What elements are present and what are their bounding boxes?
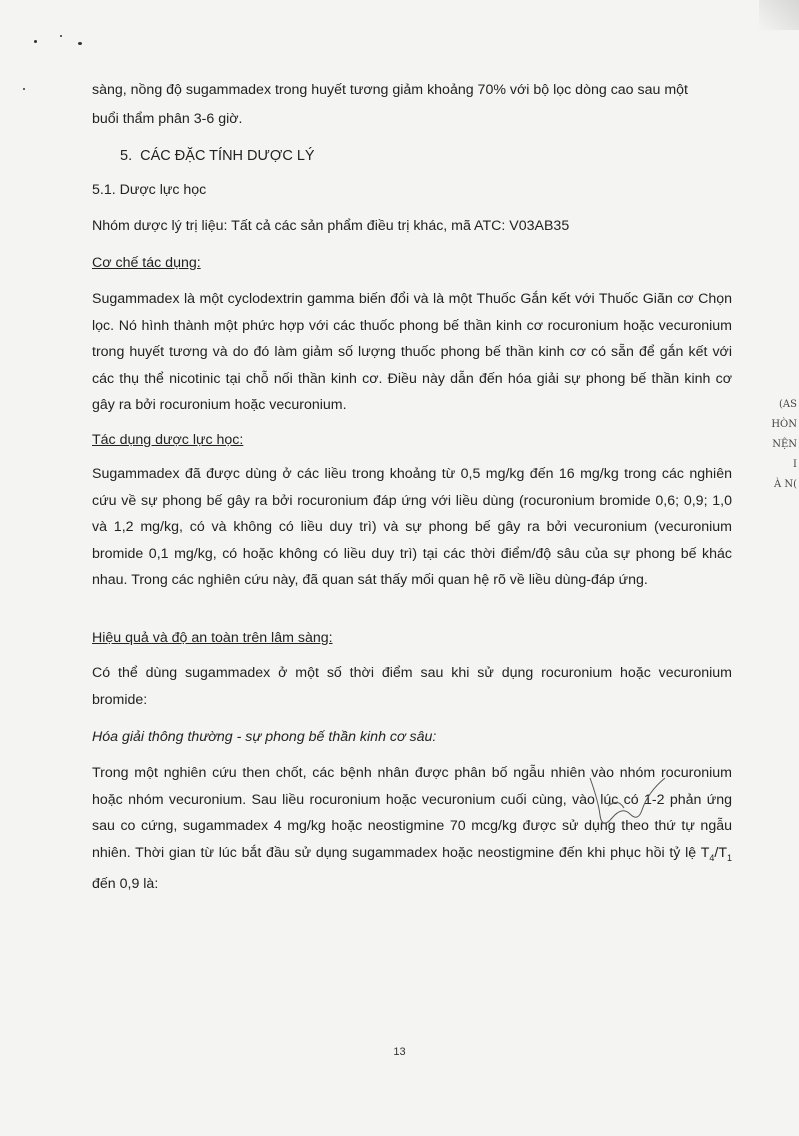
section-heading — [120, 148, 315, 164]
intro-line-2: buổi thẩm phân 3-6 giờ. — [92, 111, 243, 127]
reversal-heading: Hóa giải thông thường - sự phong bế thần kinh cơ sâu: — [92, 729, 437, 745]
pharmacodynamics-paragraph: Sugammadex đã được dùng ở các liều trong khoảng từ 0,5 mg/kg đến 16 mg/kg trong các nghiên cứu về sự phong bế gây ra bởi rocuronium đáp ứng với liều dùng (rocuronium bromide 0,6; 0,9; 1,0 và 1,2 mg/kg, có và không có liều duy trì) và sự phong bế gây ra bởi vecuronium (vecuronium bromide 0,1 mg/kg, có hoặc không có liều duy trì) tại các thời điểm/độ sâu của sự phong bế khác nhau. Trong các nghiên cứu này, đã quan sát thấy mối quan hệ rõ về liều dùng-đáp ứng. — [92, 466, 732, 588]
efficacy-heading: Hiệu quả và độ an toàn trên lâm sàng: — [92, 630, 333, 646]
efficacy-paragraph: Có thể dùng sugammadex ở một số thời điểm sau khi sử dụng rocuronium hoặc vecuronium bromide: — [92, 665, 732, 708]
scan-speck — [78, 42, 82, 45]
page-number: 13 — [393, 1046, 406, 1058]
stamp-text: HÒN — [771, 419, 797, 430]
scan-speck — [34, 40, 37, 43]
handwritten-mark — [570, 770, 670, 845]
scan-speck — [60, 35, 62, 37]
subsection-title: 5.1. Dược lực học — [92, 182, 207, 198]
pharmacotherapeutic-group: Nhóm dược lý trị liệu: Tất cả các sản phẩm điều trị khác, mã ATC: V03AB35 — [92, 218, 570, 234]
mechanism-paragraph: Sugammadex là một cyclodextrin gamma biến đổi và là một Thuốc Gắn kết với Thuốc Giãn cơ Chọn lọc. Nó hình thành một phức hợp với các thuốc phong bế thần kinh cơ rocuronium hoặc vecuronium trong huyết tương và do đó làm giảm số lượng thuốc phong bế thần kinh cơ có sẵn để gắn kết với các thụ thể nicotinic tại chỗ nối thần kinh cơ. Điều này dẫn đến hóa giải sự phong bế thần kinh cơ gây ra bởi rocuronium hoặc vecuronium. — [92, 291, 732, 413]
reversal-text-end: đến 0,9 là: — [92, 875, 159, 892]
section-title: CÁC ĐẶC TÍNH DƯỢC LÝ — [140, 148, 315, 164]
scan-speck — [23, 88, 25, 90]
reversal-text: Trong một nghiên cứu then chốt, các bệnh nhân được phân bố ngẫu nhiên vào nhóm rocuronium hoặc nhóm vecuronium. Sau liều rocuronium hoặc vecuronium cuối cùng, vào lúc có 1-2 phản ứng sau co cứng, sugammadex 4 mg/kg hoặc neostigmine 70 mcg/kg được sử dụng theo thứ tự ngẫu nhiên. Thời gian từ lúc bắt đầu sử dụng sugammadex hoặc neostigmine đến khi phục hồi tỷ lệ T — [92, 765, 732, 861]
scan-shadow — [759, 0, 799, 30]
ratio-subscript-4: 4 — [709, 852, 715, 863]
ratio-slash: /T — [714, 844, 727, 861]
stamp-text: I — [793, 459, 797, 470]
side-stamp — [765, 395, 799, 555]
intro-line-1: sàng, nồng độ sugammadex trong huyết tương giảm khoảng 70% với bộ lọc dòng cao sau một — [92, 82, 688, 98]
stamp-text: (AS — [779, 399, 797, 410]
mechanism-heading: Cơ chế tác dụng: — [92, 255, 201, 271]
pharmacodynamics-heading: Tác dụng dược lực học: — [92, 432, 244, 448]
stamp-text: NỆN — [772, 439, 797, 450]
stamp-text: À N( — [773, 479, 797, 490]
ratio-subscript-1: 1 — [726, 852, 732, 863]
section-number: 5. — [120, 148, 133, 164]
